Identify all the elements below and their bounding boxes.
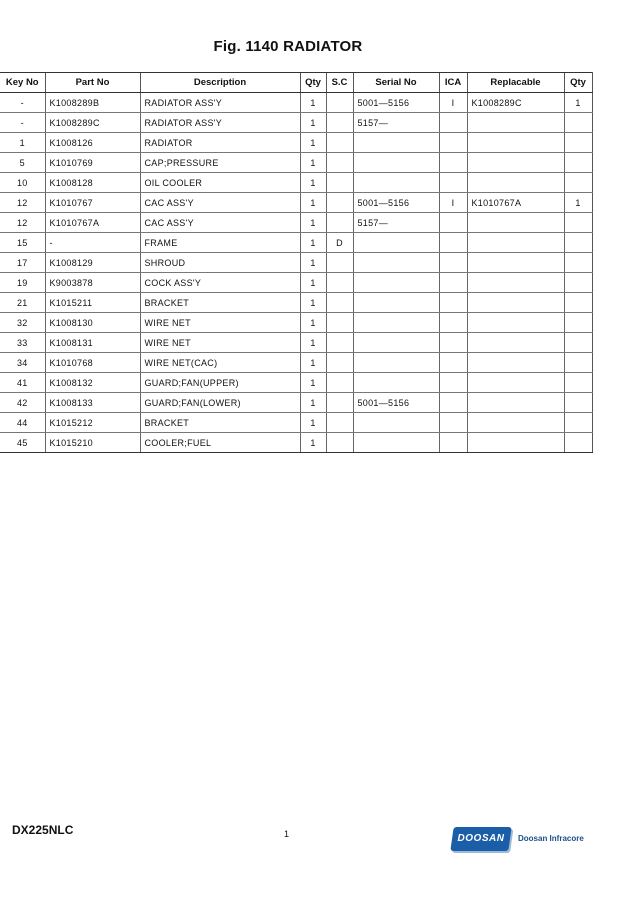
key-no-cell: - <box>0 93 45 113</box>
header-replacable: Replacable <box>467 73 564 93</box>
replacable-qty-cell <box>564 433 592 453</box>
model-name: DX225NLC <box>12 823 74 837</box>
key-no-cell: 21 <box>0 293 45 313</box>
qty-cell: 1 <box>300 173 326 193</box>
key-no-cell: 17 <box>0 253 45 273</box>
replacable-qty-cell <box>564 173 592 193</box>
part-no-cell: K1008128 <box>45 173 140 193</box>
qty-cell: 1 <box>300 233 326 253</box>
sc-cell <box>326 213 353 233</box>
replacable-qty-cell <box>564 373 592 393</box>
key-no-cell: 15 <box>0 233 45 253</box>
ica-cell <box>439 373 467 393</box>
serial-no-cell <box>353 133 439 153</box>
sc-cell <box>326 333 353 353</box>
replacable-qty-cell <box>564 113 592 133</box>
description-cell: GUARD;FAN(UPPER) <box>140 373 300 393</box>
sc-cell <box>326 193 353 213</box>
header-description: Description <box>140 73 300 93</box>
replacable-cell <box>467 133 564 153</box>
ica-cell: I <box>439 193 467 213</box>
serial-no-cell <box>353 253 439 273</box>
key-no-cell: 32 <box>0 313 45 333</box>
part-no-cell: K1010768 <box>45 353 140 373</box>
replacable-cell <box>467 233 564 253</box>
replacable-qty-cell: 1 <box>564 93 592 113</box>
sc-cell <box>326 393 353 413</box>
table-row <box>0 113 592 133</box>
replacable-cell: K1008289C <box>467 93 564 113</box>
replacable-qty-cell <box>564 393 592 413</box>
description-cell: RADIATOR ASS'Y <box>140 113 300 133</box>
part-no-cell: K1010767A <box>45 213 140 233</box>
description-cell: BRACKET <box>140 413 300 433</box>
key-no-cell: 5 <box>0 153 45 173</box>
key-no-cell: 34 <box>0 353 45 373</box>
part-no-cell: K1008131 <box>45 333 140 353</box>
sc-cell <box>326 113 353 133</box>
ica-cell <box>439 153 467 173</box>
qty-cell: 1 <box>300 273 326 293</box>
header-part-no: Part No <box>45 73 140 93</box>
header-ica: ICA <box>439 73 467 93</box>
replacable-cell <box>467 373 564 393</box>
description-cell: GUARD;FAN(LOWER) <box>140 393 300 413</box>
header-replacable-qty: Qty <box>564 73 592 93</box>
serial-no-cell <box>353 153 439 173</box>
replacable-cell <box>467 293 564 313</box>
replacable-cell <box>467 353 564 373</box>
serial-no-cell: 5157— <box>353 113 439 133</box>
key-no-cell: 10 <box>0 173 45 193</box>
table-header-row <box>0 73 592 93</box>
qty-cell: 1 <box>300 113 326 133</box>
part-no-cell: K1008133 <box>45 393 140 413</box>
serial-no-cell <box>353 313 439 333</box>
key-no-cell: 1 <box>0 133 45 153</box>
part-no-cell: - <box>45 233 140 253</box>
sc-cell <box>326 353 353 373</box>
part-no-cell: K1008130 <box>45 313 140 333</box>
description-cell: COCK ASS'Y <box>140 273 300 293</box>
replacable-qty-cell <box>564 153 592 173</box>
ica-cell <box>439 233 467 253</box>
logo-badge <box>450 827 511 851</box>
replacable-qty-cell <box>564 293 592 313</box>
part-no-cell: K1008289B <box>45 93 140 113</box>
qty-cell: 1 <box>300 393 326 413</box>
key-no-cell: - <box>0 113 45 133</box>
description-cell: RADIATOR ASS'Y <box>140 93 300 113</box>
sc-cell: D <box>326 233 353 253</box>
table-row <box>0 413 592 433</box>
table-row <box>0 333 592 353</box>
description-cell: FRAME <box>140 233 300 253</box>
header-key-no: Key No <box>0 73 45 93</box>
replacable-qty-cell <box>564 253 592 273</box>
description-cell: CAC ASS'Y <box>140 213 300 233</box>
replacable-qty-cell <box>564 133 592 153</box>
part-no-cell: K1008129 <box>45 253 140 273</box>
header-serial-no: Serial No <box>353 73 439 93</box>
ica-cell <box>439 313 467 333</box>
sc-cell <box>326 173 353 193</box>
table-row <box>0 373 592 393</box>
table-row <box>0 193 592 213</box>
ica-cell <box>439 293 467 313</box>
table-row <box>0 293 592 313</box>
serial-no-cell: 5001—5156 <box>353 193 439 213</box>
qty-cell: 1 <box>300 213 326 233</box>
description-cell: OIL COOLER <box>140 173 300 193</box>
key-no-cell: 42 <box>0 393 45 413</box>
replacable-cell <box>467 153 564 173</box>
qty-cell: 1 <box>300 293 326 313</box>
logo-badge-text: DOOSAN <box>457 833 505 844</box>
sc-cell <box>326 273 353 293</box>
header-qty: Qty <box>300 73 326 93</box>
ica-cell <box>439 273 467 293</box>
replacable-qty-cell: 1 <box>564 193 592 213</box>
part-no-cell: K1010769 <box>45 153 140 173</box>
replacable-cell <box>467 213 564 233</box>
ica-cell: I <box>439 93 467 113</box>
ica-cell <box>439 173 467 193</box>
qty-cell: 1 <box>300 253 326 273</box>
qty-cell: 1 <box>300 373 326 393</box>
logo-company-text: Doosan Infracore <box>518 834 584 843</box>
table-row <box>0 353 592 373</box>
qty-cell: 1 <box>300 333 326 353</box>
description-cell: RADIATOR <box>140 133 300 153</box>
part-no-cell: K1015212 <box>45 413 140 433</box>
key-no-cell: 12 <box>0 213 45 233</box>
sc-cell <box>326 373 353 393</box>
description-cell: WIRE NET <box>140 313 300 333</box>
serial-no-cell: 5001—5156 <box>353 93 439 113</box>
replacable-cell <box>467 393 564 413</box>
part-no-cell: K9003878 <box>45 273 140 293</box>
part-no-cell: K1008289C <box>45 113 140 133</box>
ica-cell <box>439 253 467 273</box>
qty-cell: 1 <box>300 433 326 453</box>
key-no-cell: 12 <box>0 193 45 213</box>
qty-cell: 1 <box>300 353 326 373</box>
ica-cell <box>439 433 467 453</box>
serial-no-cell <box>353 333 439 353</box>
sc-cell <box>326 253 353 273</box>
sc-cell <box>326 433 353 453</box>
doosan-logo <box>452 825 586 855</box>
part-no-cell: K1008132 <box>45 373 140 393</box>
key-no-cell: 19 <box>0 273 45 293</box>
part-no-cell: K1010767 <box>45 193 140 213</box>
table-row <box>0 93 592 113</box>
description-cell: CAC ASS'Y <box>140 193 300 213</box>
sc-cell <box>326 313 353 333</box>
replacable-qty-cell <box>564 353 592 373</box>
page-number: 1 <box>284 829 290 839</box>
table-row <box>0 393 592 413</box>
table-row <box>0 273 592 293</box>
serial-no-cell <box>353 353 439 373</box>
ica-cell <box>439 393 467 413</box>
serial-no-cell: 5157— <box>353 213 439 233</box>
sc-cell <box>326 153 353 173</box>
description-cell: WIRE NET(CAC) <box>140 353 300 373</box>
table-row <box>0 213 592 233</box>
replacable-cell <box>467 313 564 333</box>
replacable-cell <box>467 413 564 433</box>
description-cell: WIRE NET <box>140 333 300 353</box>
qty-cell: 1 <box>300 413 326 433</box>
part-no-cell: K1008126 <box>45 133 140 153</box>
table-row <box>0 253 592 273</box>
table-row <box>0 433 592 453</box>
part-no-cell: K1015211 <box>45 293 140 313</box>
key-no-cell: 44 <box>0 413 45 433</box>
key-no-cell: 45 <box>0 433 45 453</box>
serial-no-cell <box>353 233 439 253</box>
serial-no-cell <box>353 173 439 193</box>
serial-no-cell <box>353 413 439 433</box>
qty-cell: 1 <box>300 93 326 113</box>
serial-no-cell <box>353 293 439 313</box>
qty-cell: 1 <box>300 133 326 153</box>
key-no-cell: 41 <box>0 373 45 393</box>
table-row <box>0 313 592 333</box>
replacable-qty-cell <box>564 233 592 253</box>
sc-cell <box>326 413 353 433</box>
serial-no-cell <box>353 433 439 453</box>
key-no-cell: 33 <box>0 333 45 353</box>
table-row <box>0 133 592 153</box>
ica-cell <box>439 353 467 373</box>
serial-no-cell <box>353 373 439 393</box>
sc-cell <box>326 133 353 153</box>
replacable-cell <box>467 433 564 453</box>
part-no-cell: K1015210 <box>45 433 140 453</box>
description-cell: COOLER;FUEL <box>140 433 300 453</box>
table-body <box>0 93 592 453</box>
header-sc: S.C <box>326 73 353 93</box>
replacable-cell <box>467 173 564 193</box>
replacable-cell <box>467 273 564 293</box>
ica-cell <box>439 413 467 433</box>
replacable-cell <box>467 113 564 133</box>
replacable-cell <box>467 333 564 353</box>
table-row <box>0 153 592 173</box>
sc-cell <box>326 93 353 113</box>
qty-cell: 1 <box>300 313 326 333</box>
table-row <box>0 233 592 253</box>
replacable-qty-cell <box>564 213 592 233</box>
qty-cell: 1 <box>300 193 326 213</box>
ica-cell <box>439 113 467 133</box>
parts-table <box>0 72 593 453</box>
page-title: Fig. 1140 RADIATOR <box>213 38 363 55</box>
serial-no-cell: 5001—5156 <box>353 393 439 413</box>
table-row <box>0 173 592 193</box>
sc-cell <box>326 293 353 313</box>
description-cell: BRACKET <box>140 293 300 313</box>
replacable-qty-cell <box>564 313 592 333</box>
replacable-qty-cell <box>564 273 592 293</box>
description-cell: SHROUD <box>140 253 300 273</box>
ica-cell <box>439 333 467 353</box>
ica-cell <box>439 133 467 153</box>
replacable-qty-cell <box>564 413 592 433</box>
replacable-cell <box>467 253 564 273</box>
replacable-qty-cell <box>564 333 592 353</box>
qty-cell: 1 <box>300 153 326 173</box>
ica-cell <box>439 213 467 233</box>
serial-no-cell <box>353 273 439 293</box>
replacable-cell: K1010767A <box>467 193 564 213</box>
description-cell: CAP;PRESSURE <box>140 153 300 173</box>
